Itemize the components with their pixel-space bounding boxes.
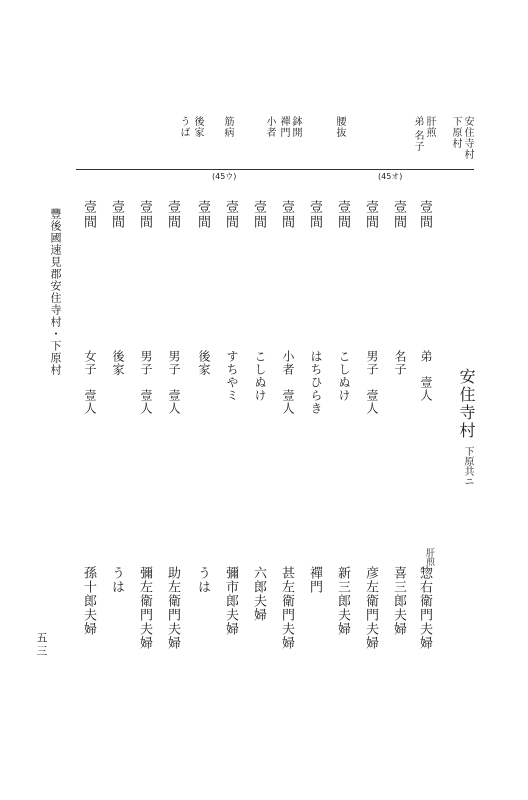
entry-description: こしぬけ — [337, 350, 351, 402]
index-heading-koshinuke: 腰抜 — [334, 116, 345, 138]
index-heading-anjuji: 安住寺村 — [462, 116, 473, 160]
index-heading-nago: 名子 — [412, 130, 423, 152]
index-heading-kimoiri: 肝煎 — [424, 116, 435, 138]
index-heading-otouto: 弟 — [412, 116, 423, 127]
entry-name: 惣右衛門夫婦 — [417, 566, 432, 650]
index-heading-shimohara: 下原村 — [450, 116, 461, 149]
index-heading-zenmon: 禪門 — [278, 116, 289, 138]
entry-description: はちひらき — [309, 350, 323, 415]
entry-count: 壹間 — [279, 200, 294, 230]
header-rule — [76, 169, 474, 170]
index-heading-goke: 後家 — [192, 116, 203, 138]
entry-count: 壹間 — [109, 200, 124, 230]
entry-name: うは — [195, 566, 210, 594]
entry-name: 助左衛門夫婦 — [165, 566, 180, 650]
entry-description: 後家 — [111, 350, 125, 376]
entry-name: 禪門 — [307, 566, 322, 594]
entry-name: 六郎夫婦 — [251, 566, 266, 622]
entry-description: 後家 — [197, 350, 211, 376]
entry-description: 弟 壹人 — [419, 350, 433, 402]
entry-name: 彌市郎夫婦 — [223, 566, 238, 636]
index-heading-hachibiraki: 鉢開 — [290, 116, 301, 138]
entry-description: こしぬけ — [253, 350, 267, 402]
entry-description: 男子 壹人 — [365, 350, 379, 415]
entry-name: 喜三郎夫婦 — [391, 566, 406, 636]
entry-count: 壹間 — [335, 200, 350, 230]
entry-note: 肝煎 — [424, 548, 434, 566]
index-heading-komono: 小者 — [264, 116, 275, 138]
entry-count: 壹間 — [165, 200, 180, 230]
entry-name: 彦左衛門夫婦 — [363, 566, 378, 650]
entry-count: 壹間 — [417, 200, 432, 230]
folio-45u: (45ウ) — [212, 172, 237, 181]
entry-count: 壹間 — [251, 200, 266, 230]
entry-count: 壹間 — [137, 200, 152, 230]
entry-count: 壹間 — [391, 200, 406, 230]
page-number: 五三 — [35, 632, 48, 658]
village-title: 安住寺村 — [457, 368, 476, 440]
entry-count: 壹間 — [195, 200, 210, 230]
entry-description: 名子 — [393, 350, 407, 376]
entry-count: 壹間 — [223, 200, 238, 230]
village-title-note: 下原共ニ — [462, 446, 473, 486]
entry-description: 女子 壹人 — [83, 350, 97, 415]
entry-name: 新三郎夫婦 — [335, 566, 350, 636]
folio-45o: (45オ) — [378, 172, 403, 181]
entry-description: すちやミ — [225, 350, 239, 402]
entry-description: 男子 壹人 — [167, 350, 181, 415]
entry-name: 孫十郎夫婦 — [81, 566, 96, 636]
entry-name: 彌左衛門夫婦 — [137, 566, 152, 650]
running-footer: 豐後國速見郡安住寺村・下原村 — [49, 208, 62, 376]
entry-description: 男子 壹人 — [139, 350, 153, 415]
entry-count: 壹間 — [363, 200, 378, 230]
entry-count: 壹間 — [81, 200, 96, 230]
entry-name: 甚左衛門夫婦 — [279, 566, 294, 650]
entry-name: うは — [109, 566, 124, 594]
entry-count: 壹間 — [307, 200, 322, 230]
index-heading-sujibyo: 筋病 — [222, 116, 233, 138]
entry-description: 小者 壹人 — [281, 350, 295, 415]
index-heading-uba: うば — [178, 116, 189, 138]
